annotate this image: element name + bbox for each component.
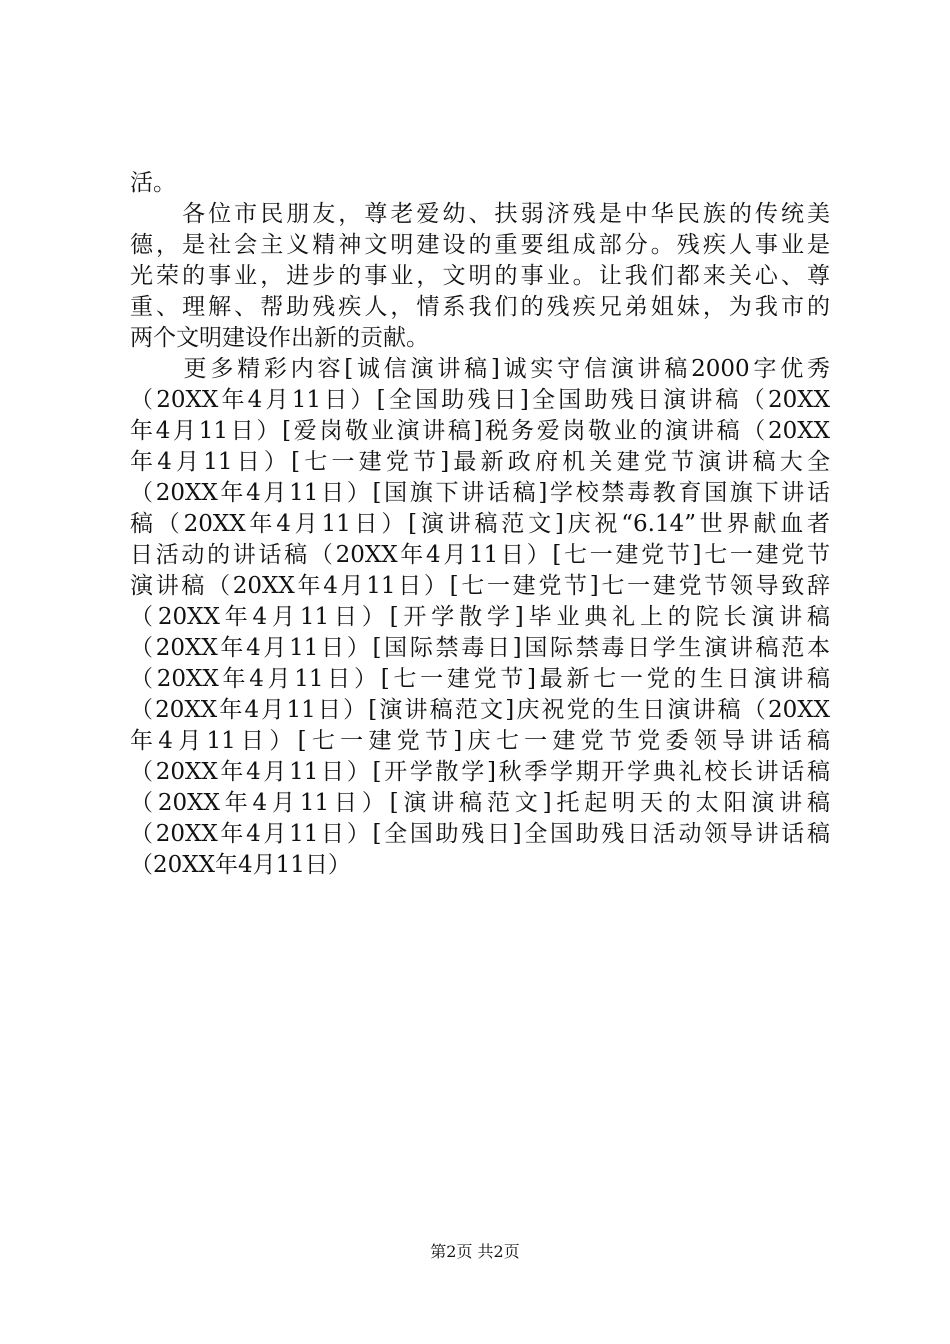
text-line: （20XX年4月11日）: [130, 852, 351, 878]
text-line: 演讲稿（20XX年4月11日）[七一建党节]七一建党节领导致辞: [130, 573, 830, 599]
text-line: （20XX年4月11日）[开学散学]毕业典礼上的院长演讲稿: [130, 604, 830, 630]
text-line: 年4月11日）[七一建党节]最新政府机关建党节演讲稿大全: [130, 449, 830, 475]
text-line: 年4月11日）[七一建党节]庆七一建党节党委领导讲话稿: [130, 728, 830, 754]
text-line: 德，是社会主义精神文明建设的重要组成部分。残疾人事业是: [130, 232, 830, 258]
text-line: （20XX年4月11日）[全国助残日]全国助残日演讲稿（20XX: [130, 387, 830, 413]
text-line: （20XX年4月11日）[全国助残日]全国助残日活动领导讲话稿: [130, 821, 830, 847]
text-line: （20XX年4月11日）[国际禁毒日]国际禁毒日学生演讲稿范本: [130, 635, 830, 661]
text-line: 光荣的事业，进步的事业，文明的事业。让我们都来关心、尊: [130, 263, 830, 289]
text-line: （20XX年4月11日）[开学散学]秋季学期开学典礼校长讲话稿: [130, 759, 830, 785]
text-line: （20XX年4月11日）[国旗下讲话稿]学校禁毒教育国旗下讲话: [130, 480, 830, 506]
text-line: 活。: [130, 170, 176, 196]
text-line: 重、理解、帮助残疾人，情系我们的残疾兄弟姐妹，为我市的: [130, 294, 830, 320]
text-line: 稿（20XX年4月11日）[演讲稿范文]庆祝“6.14”世界献血者: [130, 511, 830, 537]
text-line: 日活动的讲话稿（20XX年4月11日）[七一建党节]七一建党节: [130, 542, 830, 568]
document-body: [130, 168, 830, 881]
page-footer: 第2页 共2页: [430, 1242, 520, 1261]
text-line: 各位市民朋友，尊老爱幼、扶弱济残是中华民族的传统美: [130, 201, 830, 227]
text-line: （20XX年4月11日）[七一建党节]最新七一党的生日演讲稿: [130, 666, 830, 692]
text-line: 两个文明建设作出新的贡献。: [130, 325, 429, 351]
text-line: （20XX年4月11日）[演讲稿范文]托起明天的太阳演讲稿: [130, 790, 830, 816]
text-line: 年4月11日）[爱岗敬业演讲稿]税务爱岗敬业的演讲稿（20XX: [130, 418, 830, 444]
text-line: 更多精彩内容[诚信演讲稿]诚实守信演讲稿2000字优秀: [130, 356, 830, 382]
text-line: （20XX年4月11日）[演讲稿范文]庆祝党的生日演讲稿（20XX: [130, 697, 830, 723]
